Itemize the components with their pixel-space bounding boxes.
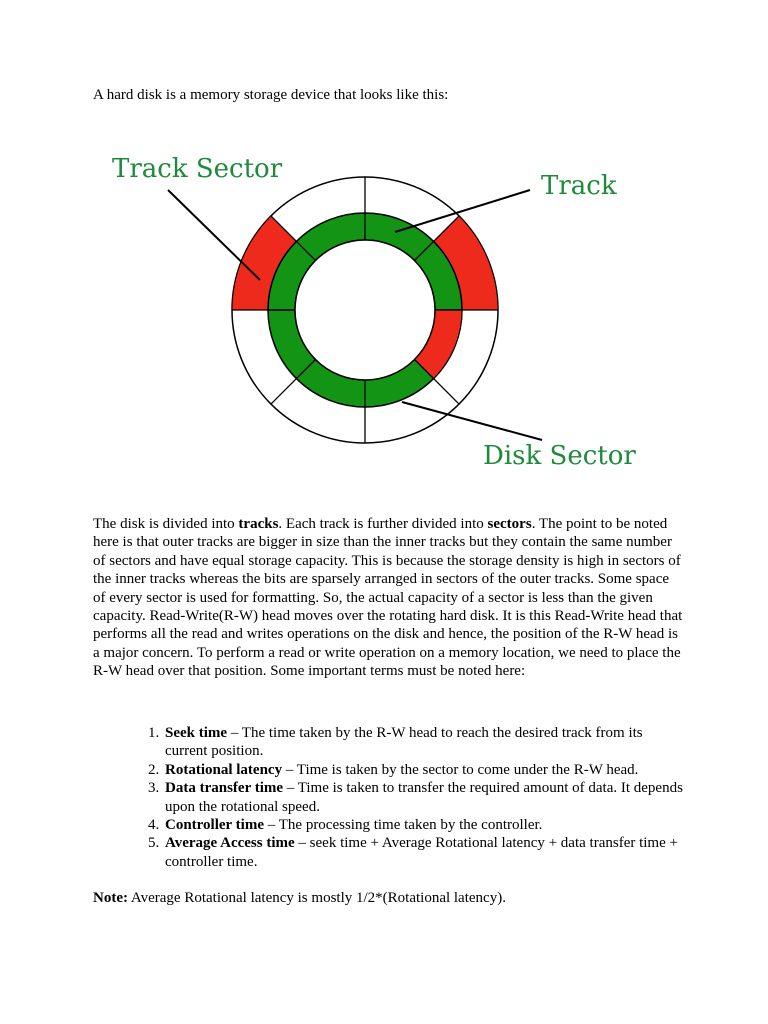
term-name: Data transfer time xyxy=(165,780,284,797)
note-label: Note: xyxy=(93,890,128,906)
spindle-hole xyxy=(295,240,435,380)
track-sector-pointer xyxy=(168,190,260,280)
term-description: – seek time + Average Rotational latency + data transfer time + controller time. xyxy=(165,835,678,870)
note-text: Average Rotational latency is mostly 1/2*(Rotational latency). xyxy=(127,890,506,906)
term-description: – The processing time taken by the controller. xyxy=(264,817,543,834)
list-item-data-transfer-time xyxy=(163,779,683,816)
sectors-term: sectors xyxy=(487,516,532,532)
track-sector-label: Track Sector xyxy=(112,154,283,184)
list-item-seek-time xyxy=(163,724,683,761)
note-line xyxy=(93,889,506,907)
tracks-term: tracks xyxy=(238,516,279,532)
list-item-controller-time xyxy=(163,816,683,834)
para-text-2: . Each track is further divided into xyxy=(278,516,488,532)
term-name: Rotational latency xyxy=(165,761,283,778)
term-description: – The time taken by the R-W head to reach the desired track from its current position. xyxy=(165,725,643,760)
term-description: – Time is taken to transfer the required amount of data. It depends upon the rotational speed. xyxy=(165,780,683,815)
para-text-1: The disk is divided into xyxy=(93,516,239,532)
track-label: Track xyxy=(541,171,617,201)
term-name: Controller time xyxy=(165,817,265,834)
term-name: Average Access time xyxy=(165,835,295,852)
list-item-rotational-latency xyxy=(163,761,683,779)
terms-list xyxy=(93,724,683,871)
hard-disk-diagram xyxy=(90,130,650,480)
disk-svg xyxy=(90,130,650,480)
disk-sector-label: Disk Sector xyxy=(483,441,636,471)
intro-text: A hard disk is a memory storage device that looks like this: xyxy=(93,87,449,103)
term-description: – Time is taken by the sector to come under the R-W head. xyxy=(282,761,639,778)
para-text-3: . The point to be noted here is that outer tracks are bigger in size than the inner tracks but they contain the same number of sectors and have equal storage capacity. This is because the storage density is high in sectors of the inner tracks whereas the bits are sparsely arranged in sectors of the outer tracks. Some space of every sector is used for formatting. So, the actual capacity of a sector is less than the given capacity. Read-Write(R-W) head moves over the rotating hard disk. It is this Read-Write head that performs all the read and writes operations on the disk and hence, the position of the R-W head is a major concern. To perform a read or write operation on a memory location, we need to place the R-W head over that position. Some important terms must be noted here: xyxy=(93,516,683,680)
term-name: Seek time xyxy=(165,725,228,741)
body-paragraph xyxy=(93,515,683,681)
list-item-average-access-time xyxy=(163,834,683,871)
